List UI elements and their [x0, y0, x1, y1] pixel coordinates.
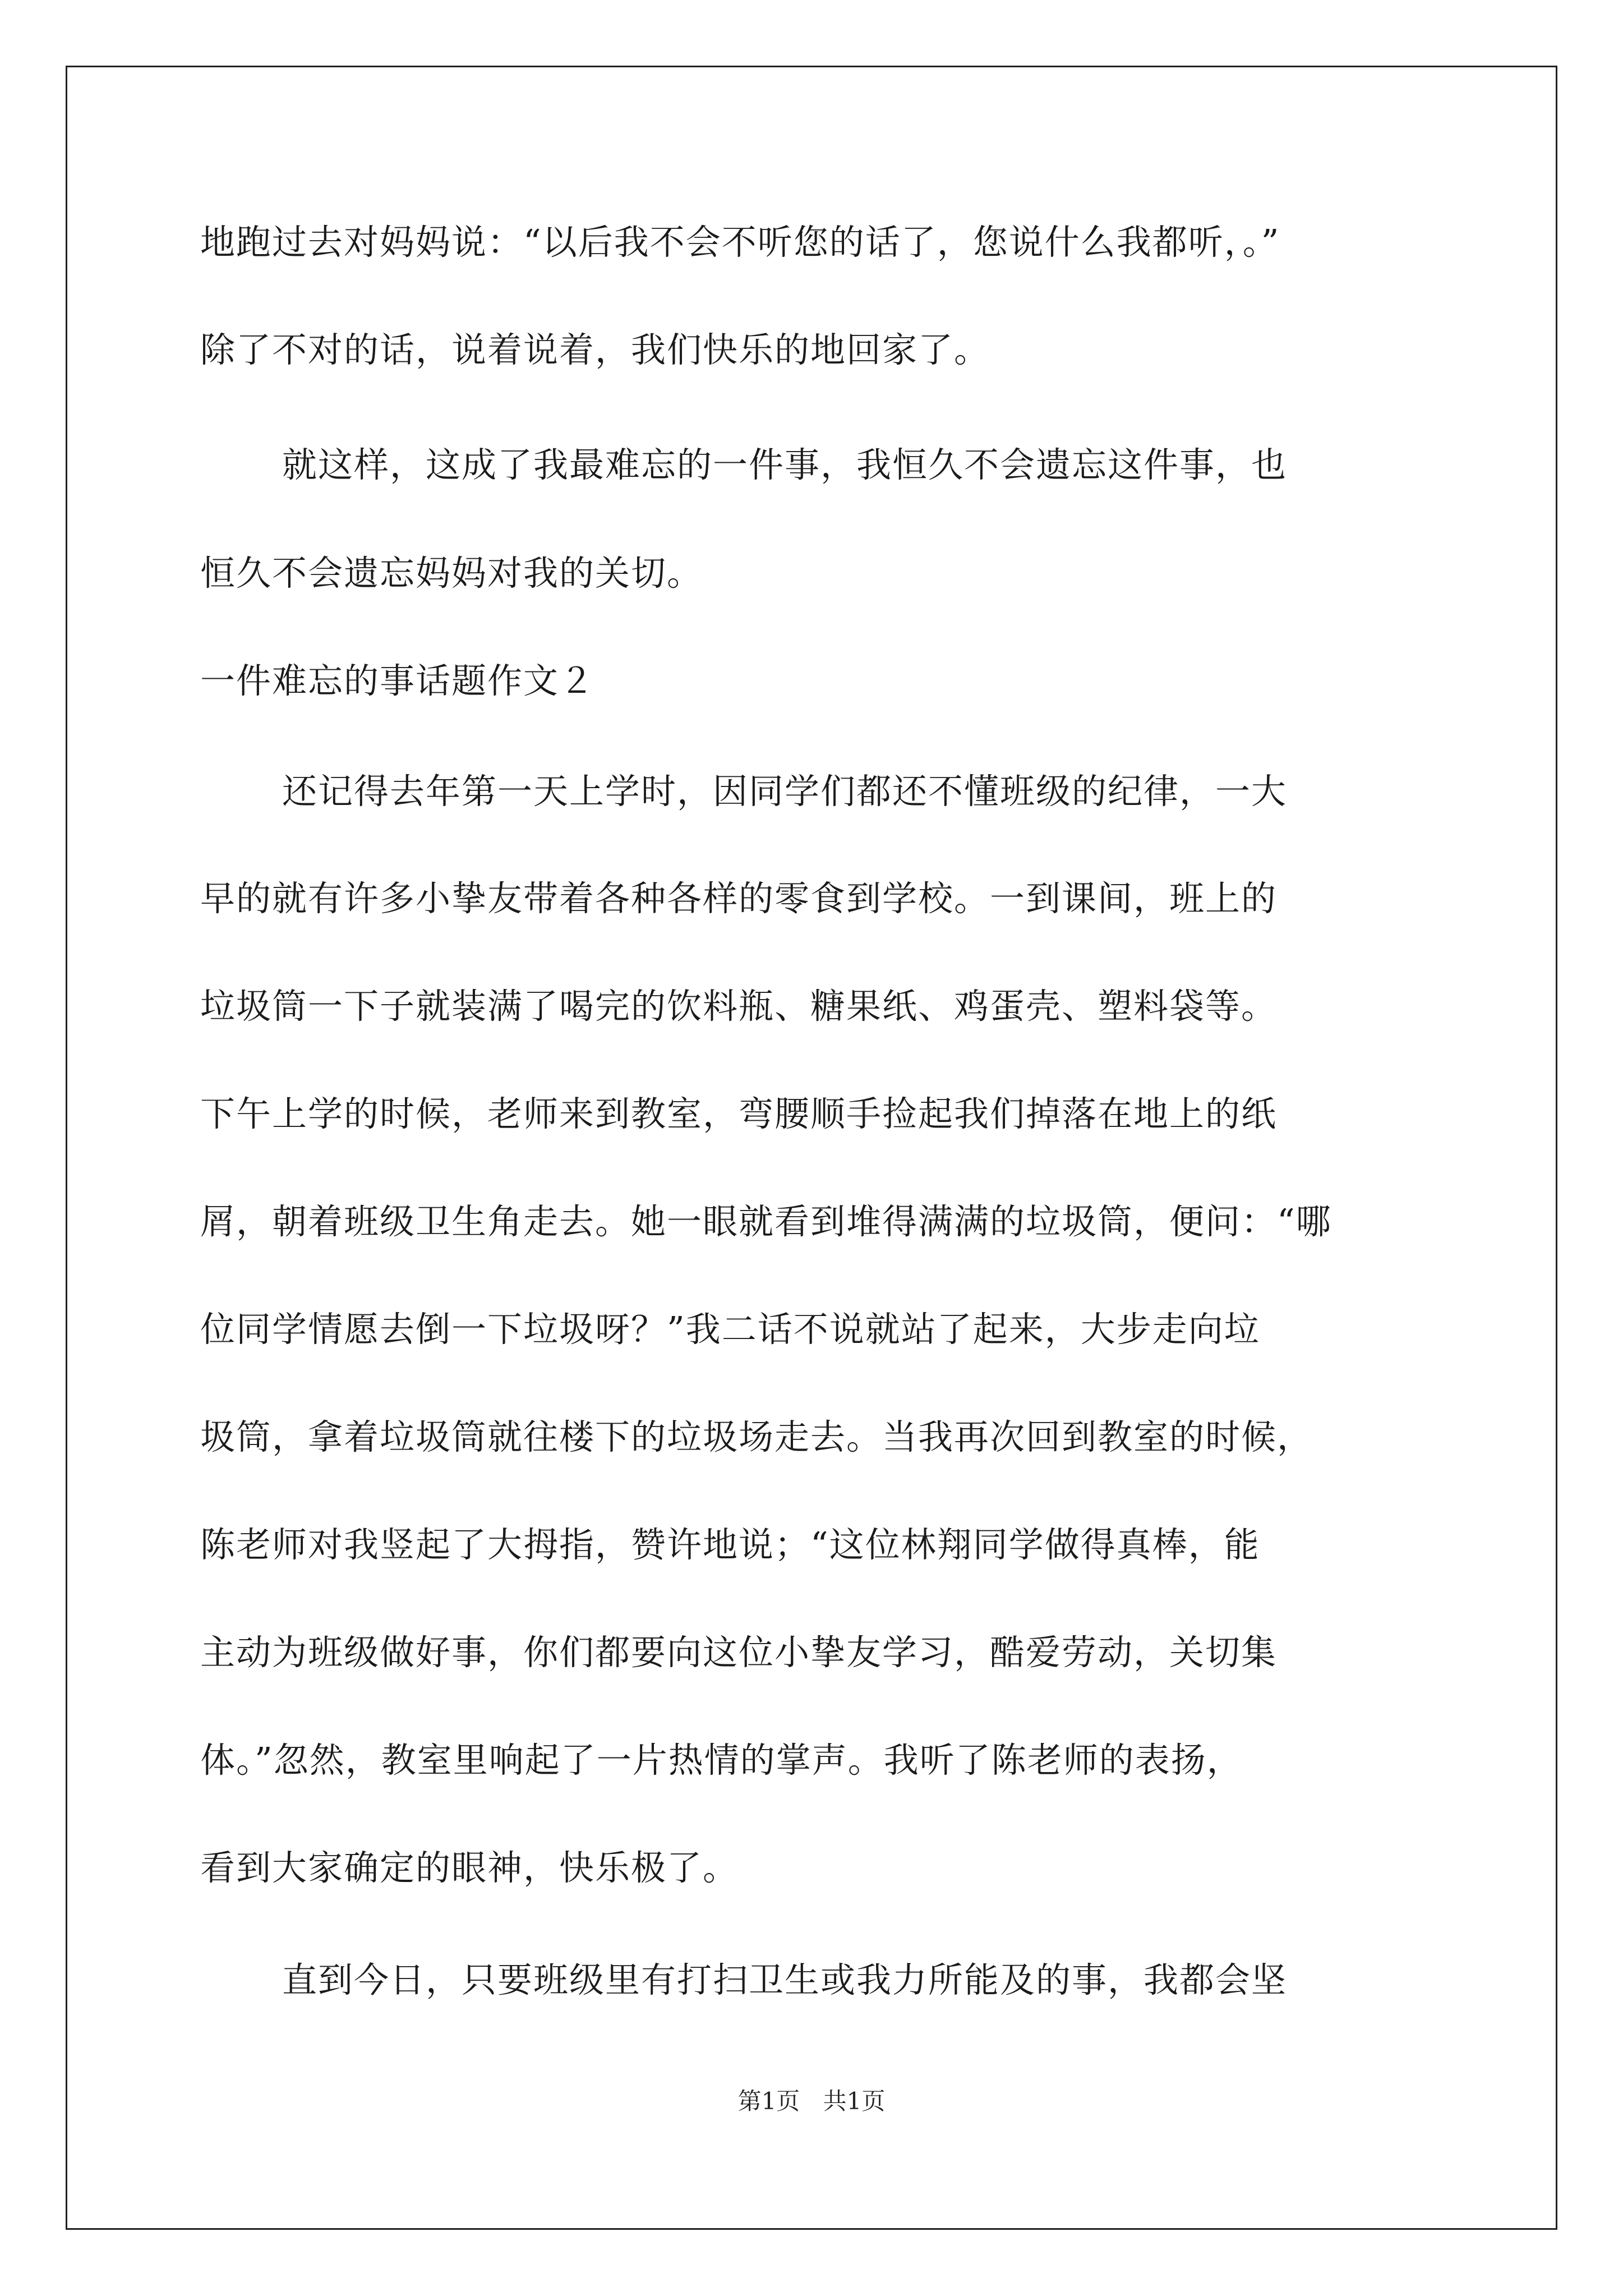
- text-line: 早的就有许多小挚友带着各种各样的零食到学校。一到课间，班上的: [200, 878, 1278, 919]
- text-line: 圾筒，拿着垃圾筒就往楼下的垃圾场走去。当我再次回到教室的时候，: [200, 1416, 1313, 1457]
- text-line: 下午上学的时候，老师来到教室，弯腰顺手捡起我们掉落在地上的纸: [200, 1093, 1278, 1134]
- paragraph-start: 就这样，这成了我最难忘的一件事，我恒久不会遗忘这件事，也: [282, 444, 1288, 485]
- text-line: 地跑过去对妈妈说：“以后我不会不听您的话了，您说什么我都听，。”: [200, 222, 1280, 263]
- text-line: 垃圾筒一下子就装满了喝完的饮料瓶、糖果纸、鸡蛋壳、塑料袋等。: [200, 986, 1278, 1027]
- page-number: 第1页: [737, 2087, 800, 2115]
- paragraph-start: 还记得去年第一天上学时，因同学们都还不懂班级的纪律，一大: [282, 771, 1288, 812]
- text-line: 陈老师对我竖起了大拇指，赞许地说；“这位林翔同学做得真棒，能: [200, 1524, 1260, 1565]
- text-line: 除了不对的话，说着说着，我们快乐的地回家了。: [200, 329, 990, 370]
- page-total: 共1页: [823, 2087, 886, 2115]
- text-line: 主动为班级做好事，你们都要向这位小挚友学习，酷爱劳动，关切集: [200, 1632, 1278, 1673]
- text-line: 恒久不会遗忘妈妈对我的关切。: [200, 553, 703, 593]
- paragraph-start: 直到今日，只要班级里有打扫卫生或我力所能及的事，我都会坚: [282, 1959, 1288, 2000]
- text-line: 体。”忽然，教室里响起了一片热情的掌声。我听了陈老师的表扬，: [200, 1740, 1243, 1780]
- text-line: 位同学情愿去倒一下垃圾呀？”我二话不说就站了起来，大步走向垃: [200, 1309, 1260, 1350]
- section-heading: 一件难忘的事话题作文２: [200, 660, 596, 701]
- text-line: 屑，朝着班级卫生角走去。她一眼就看到堆得满满的垃圾筒，便问：“哪: [200, 1201, 1332, 1242]
- text-line: 看到大家确定的眼神，快乐极了。: [200, 1847, 739, 1888]
- page-footer: [0, 2086, 1623, 2117]
- page-border: [66, 66, 1557, 2230]
